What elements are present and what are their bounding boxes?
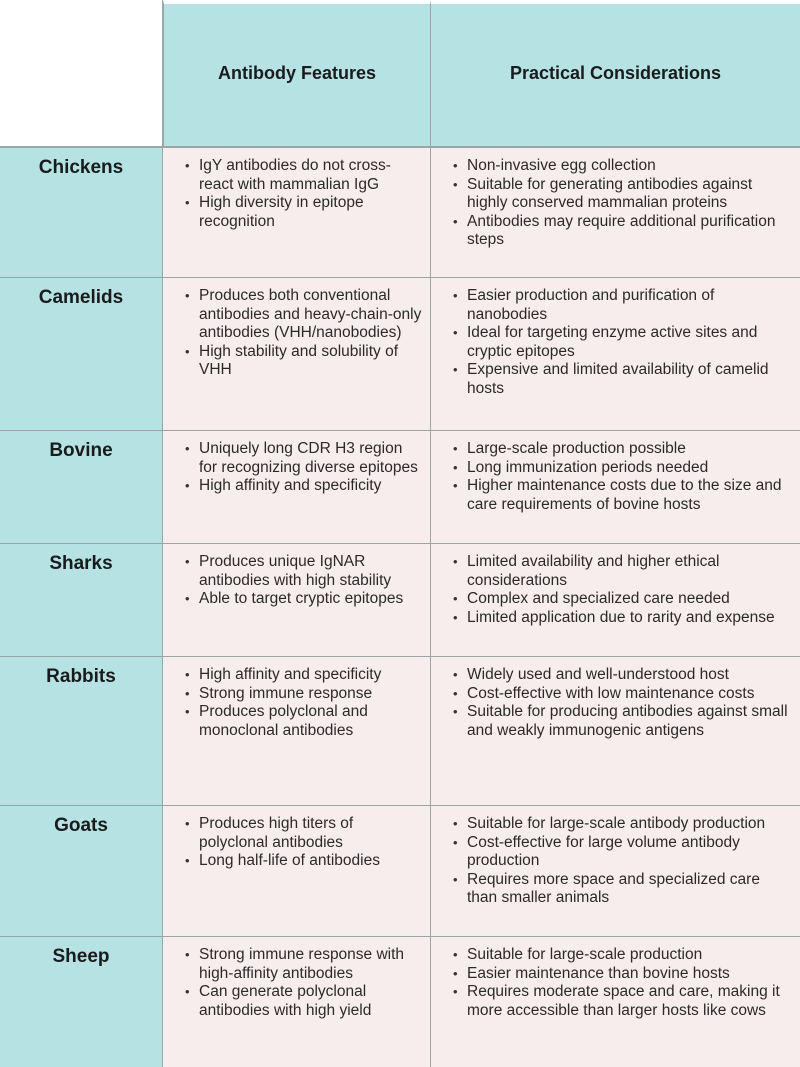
features-cell	[163, 278, 431, 431]
features-list	[185, 157, 422, 231]
list-item: • Complex and specialized care needed	[467, 590, 792, 609]
list-item: • IgY antibodies do not cross-react with mammalian IgG	[199, 157, 422, 194]
list-item: • Produces high titers of polyclonal antibodies	[199, 815, 422, 852]
considerations-cell	[431, 544, 800, 657]
list-item: • Non-invasive egg collection	[467, 157, 792, 176]
list-item: • Antibodies may require additional purification steps	[467, 213, 792, 250]
row-host-label: Rabbits	[0, 657, 163, 806]
features-cell	[163, 657, 431, 806]
list-item: • Ideal for targeting enzyme active sites and cryptic epitopes	[467, 324, 792, 361]
list-item: • Limited application due to rarity and expense	[467, 609, 792, 628]
row-host-label: Bovine	[0, 431, 163, 544]
list-item: • Uniquely long CDR H3 region for recognizing diverse epitopes	[199, 440, 422, 477]
list-item: • High stability and solubility of VHH	[199, 343, 422, 380]
features-cell	[163, 544, 431, 657]
header-practical-considerations: Practical Considerations	[431, 0, 800, 147]
row-host-label: Camelids	[0, 278, 163, 431]
list-item: • Strong immune response with high-affinity antibodies	[199, 946, 422, 983]
features-cell	[163, 937, 431, 1067]
list-item: • Suitable for large-scale production	[467, 946, 792, 965]
list-item: • Expensive and limited availability of camelid hosts	[467, 361, 792, 398]
considerations-list	[453, 815, 792, 908]
list-item: • Able to target cryptic epitopes	[199, 590, 422, 609]
considerations-list	[453, 666, 792, 740]
header-antibody-features: Antibody Features	[163, 0, 431, 147]
list-item: • Widely used and well-understood host	[467, 666, 792, 685]
considerations-list	[453, 287, 792, 398]
table-corner	[0, 0, 163, 147]
list-item: • Suitable for large-scale antibody production	[467, 815, 792, 834]
list-item: • Long half-life of antibodies	[199, 852, 422, 871]
list-item: • Produces unique IgNAR antibodies with high stability	[199, 553, 422, 590]
list-item: • Produces polyclonal and monoclonal antibodies	[199, 703, 422, 740]
list-item: • Cost-effective for large volume antibody production	[467, 834, 792, 871]
features-list	[185, 287, 422, 380]
list-item: • Produces both conventional antibodies and heavy-chain-only antibodies (VHH/nanobodies)	[199, 287, 422, 343]
list-item: • High affinity and specificity	[199, 666, 422, 685]
considerations-cell	[431, 431, 800, 544]
list-item: • Limited availability and higher ethical considerations	[467, 553, 792, 590]
features-cell	[163, 431, 431, 544]
list-item: • Cost-effective with low maintenance costs	[467, 685, 792, 704]
considerations-cell	[431, 806, 800, 937]
features-cell	[163, 147, 431, 278]
list-item: • Higher maintenance costs due to the size and care requirements of bovine hosts	[467, 477, 792, 514]
list-item: • High diversity in epitope recognition	[199, 194, 422, 231]
considerations-list	[453, 946, 792, 1020]
considerations-cell	[431, 937, 800, 1067]
features-list	[185, 946, 422, 1020]
list-item: • High affinity and specificity	[199, 477, 422, 496]
list-item: • Easier production and purification of nanobodies	[467, 287, 792, 324]
list-item: • Large-scale production possible	[467, 440, 792, 459]
considerations-cell	[431, 278, 800, 431]
list-item: • Easier maintenance than bovine hosts	[467, 965, 792, 984]
list-item: • Requires more space and specialized care than smaller animals	[467, 871, 792, 908]
features-list	[185, 815, 422, 871]
features-cell	[163, 806, 431, 937]
considerations-list	[453, 440, 792, 514]
row-host-label: Chickens	[0, 147, 163, 278]
list-item: • Suitable for producing antibodies against small and weakly immunogenic antigens	[467, 703, 792, 740]
features-list	[185, 440, 422, 496]
considerations-cell	[431, 657, 800, 806]
row-host-label: Sheep	[0, 937, 163, 1067]
row-host-label: Sharks	[0, 544, 163, 657]
list-item: • Requires moderate space and care, making it more accessible than larger hosts like cows	[467, 983, 792, 1020]
list-item: • Suitable for generating antibodies against highly conserved mammalian proteins	[467, 176, 792, 213]
list-item: • Long immunization periods needed	[467, 459, 792, 478]
features-list	[185, 553, 422, 609]
considerations-cell	[431, 147, 800, 278]
considerations-list	[453, 553, 792, 627]
considerations-list	[453, 157, 792, 250]
list-item: • Strong immune response	[199, 685, 422, 704]
list-item: • Can generate polyclonal antibodies with high yield	[199, 983, 422, 1020]
features-list	[185, 666, 422, 740]
row-host-label: Goats	[0, 806, 163, 937]
